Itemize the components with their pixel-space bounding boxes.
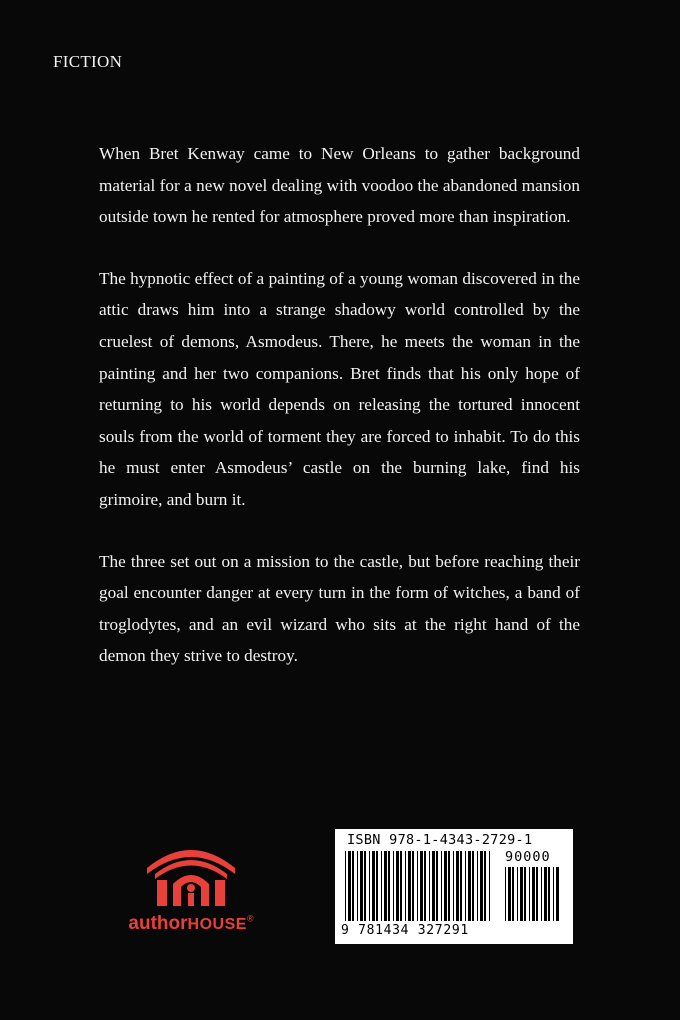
publisher-name-part1: author — [128, 913, 188, 934]
isbn-barcode — [335, 829, 573, 944]
registered-mark: ® — [246, 913, 254, 924]
house-arch-logo-icon — [143, 838, 239, 910]
back-cover-blurb — [99, 138, 580, 702]
blurb-paragraph: The three set out on a mission to the castle, but before reaching their goal encounter danger at every turn in the form of witches, a band of troglodytes, and an evil wizard who sits at the right hand of the demon they strive to destroy. — [99, 551, 580, 666]
addon-barcode-bars — [503, 867, 563, 923]
publisher-name-part2: HOUSE — [187, 916, 247, 933]
ean-digits: 9 781434 327291 — [341, 923, 469, 938]
ean-barcode-bars — [343, 851, 495, 923]
genre-label: FICTION — [53, 52, 123, 71]
isbn-text: ISBN 978-1-4343-2729-1 — [347, 832, 533, 848]
publisher-wordmark — [116, 913, 266, 935]
publisher-logo — [116, 838, 266, 948]
blurb-paragraph: When Bret Kenway came to New Orleans to gather background material for a new novel dealing with voodoo the abandoned mansion outside town he rented for atmosphere proved more than inspiration. — [99, 144, 580, 227]
price-code: 90000 — [505, 849, 551, 865]
blurb-paragraph: The hypnotic effect of a painting of a young woman discovered in the attic draws him into a strange shadowy world controlled by the cruelest of demons, Asmodeus. There, he meets the woman in the painting and her two companions. Bret finds that his only hope of returning to his world depends on releasing the tortured innocent souls from the world of torment they are forced to inhabit. To do this he must enter Asmodeus’ castle on the burning lake, find his grimoire, and burn it. — [99, 268, 580, 509]
